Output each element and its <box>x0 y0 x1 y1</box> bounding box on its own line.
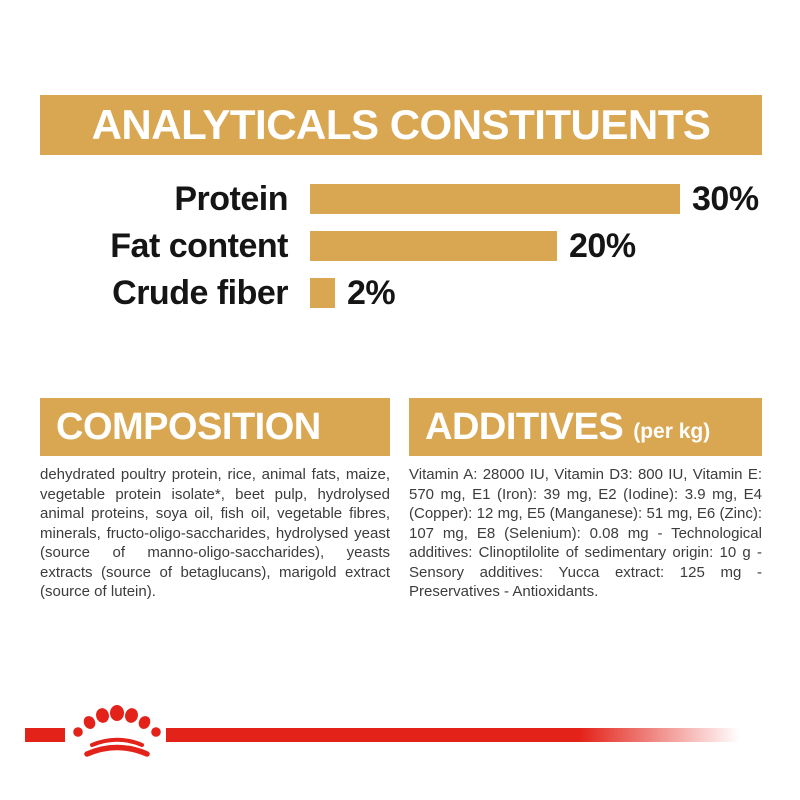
chart-bar-crude-fiber <box>310 278 335 308</box>
chart-value-protein: 30% <box>692 179 759 218</box>
additives-section <box>409 398 762 602</box>
chart-row-fat-content <box>0 226 800 265</box>
additives-banner <box>409 398 762 456</box>
royal-canin-crown-icon <box>68 702 166 764</box>
info-columns <box>40 398 762 602</box>
footer-rule-right <box>166 728 740 742</box>
analytical-constituents-chart <box>0 179 800 325</box>
chart-label-fat-content: Fat content <box>110 226 288 265</box>
additives-title-suffix: (per kg) <box>633 420 711 443</box>
chart-bar-fat-content <box>310 231 557 261</box>
additives-body: Vitamin A: 28000 IU, Vitamin D3: 800 IU, Vitamin E: 570 mg, E1 (Iron): 39 mg, E2 (Iodine): 3.9 mg, E4 (Copper): 12 mg, E5 (Manganese): 51 mg, E6 (Zinc): 107 mg, E8 (Selenium): 0.08 mg - Technological additives: Clinoptilolite of sedimentary origin: 10 g - Sensory additives: Yucca extract: 125 mg - Preservatives - Antioxidants. <box>409 466 762 600</box>
chart-value-fat-content: 20% <box>569 226 636 265</box>
chart-label-protein: Protein <box>174 179 288 218</box>
composition-section <box>40 398 390 602</box>
chart-row-protein <box>0 179 800 218</box>
footer-rule-left <box>25 728 65 742</box>
additives-title: ADDITIVES <box>425 405 624 448</box>
analytical-constituents-banner <box>40 95 762 155</box>
composition-body: dehydrated poultry protein, rice, animal fats, maize, vegetable protein isolate*, beet pulp, hydrolysed animal proteins, soya oil, fish oil, vegetable fibres, minerals, fructo-oligo-saccharides, hydrolysed yeast (source of manno-oligo-saccharides), yeasts extracts (source of betaglucans), marigold extract (source of lutein). <box>40 466 390 600</box>
chart-value-crude-fiber: 2% <box>347 273 396 312</box>
composition-title: COMPOSITION <box>56 405 321 448</box>
analytical-constituents-title: ANALYTICALS CONSTITUENTS <box>91 101 711 148</box>
chart-row-crude-fiber <box>0 273 800 312</box>
chart-label-crude-fiber: Crude fiber <box>112 273 288 312</box>
composition-banner <box>40 398 390 456</box>
chart-bar-protein <box>310 184 680 214</box>
